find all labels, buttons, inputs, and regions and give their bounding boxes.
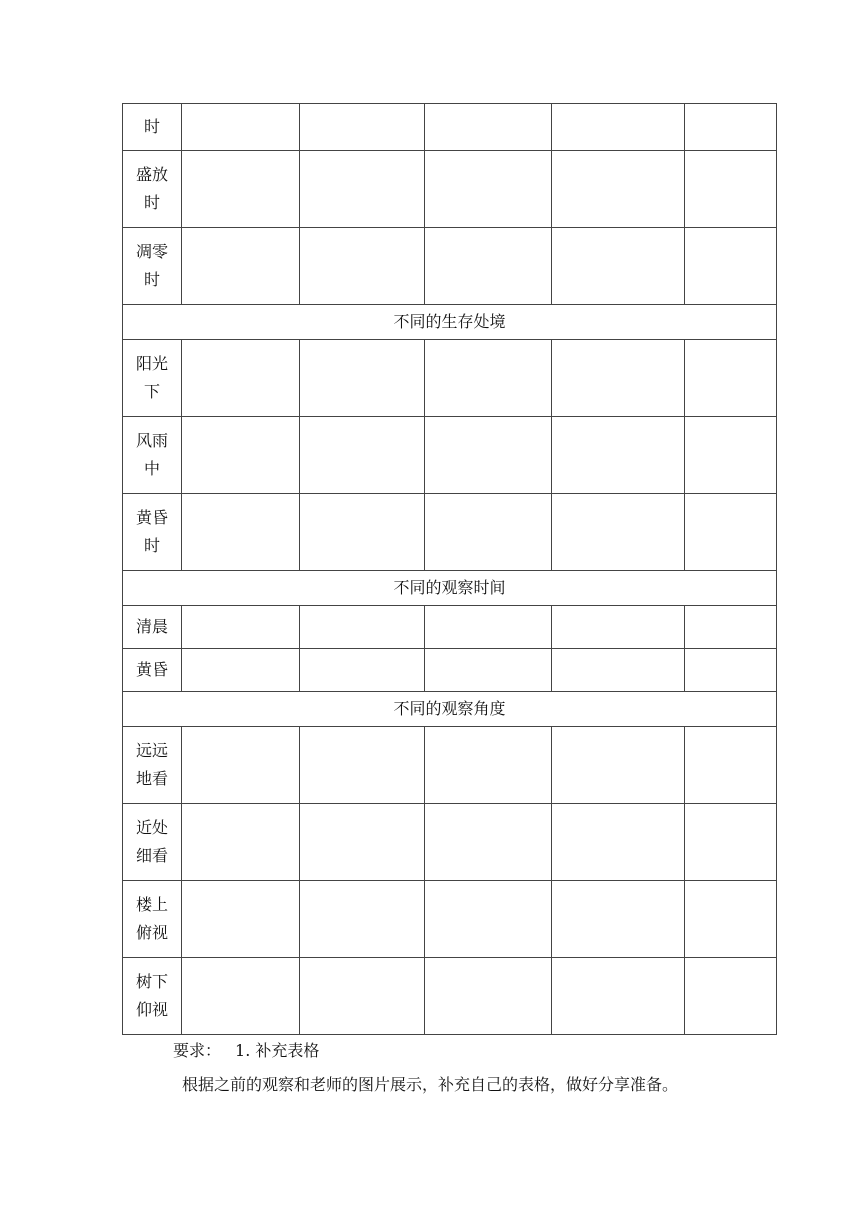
row-label: 黄昏 [123, 649, 182, 692]
empty-cell[interactable] [300, 104, 425, 151]
section-header-row [123, 571, 777, 606]
row-label: 近处细看 [123, 804, 182, 881]
empty-cell[interactable] [425, 340, 552, 417]
empty-cell[interactable] [552, 649, 685, 692]
empty-cell[interactable] [685, 494, 777, 571]
empty-cell[interactable] [685, 151, 777, 228]
empty-cell[interactable] [425, 104, 552, 151]
section-header-row [123, 692, 777, 727]
empty-cell[interactable] [182, 727, 300, 804]
row-label: 黄昏时 [123, 494, 182, 571]
table-row [123, 494, 777, 571]
empty-cell[interactable] [685, 958, 777, 1035]
empty-cell[interactable] [182, 958, 300, 1035]
requirement-line [173, 1040, 319, 1062]
empty-cell[interactable] [300, 151, 425, 228]
section-header: 不同的观察角度 [123, 692, 777, 727]
empty-cell[interactable] [182, 649, 300, 692]
row-label: 楼上俯视 [123, 881, 182, 958]
table-row [123, 417, 777, 494]
empty-cell[interactable] [300, 228, 425, 305]
row-label: 时 [123, 104, 182, 151]
empty-cell[interactable] [182, 151, 300, 228]
empty-cell[interactable] [300, 881, 425, 958]
table-row [123, 649, 777, 692]
empty-cell[interactable] [182, 340, 300, 417]
row-label: 凋零时 [123, 228, 182, 305]
table-row [123, 606, 777, 649]
empty-cell[interactable] [300, 727, 425, 804]
empty-cell[interactable] [685, 804, 777, 881]
empty-cell[interactable] [552, 881, 685, 958]
empty-cell[interactable] [425, 606, 552, 649]
empty-cell[interactable] [300, 804, 425, 881]
empty-cell[interactable] [685, 649, 777, 692]
empty-cell[interactable] [300, 417, 425, 494]
empty-cell[interactable] [182, 494, 300, 571]
table-row [123, 151, 777, 228]
empty-cell[interactable] [685, 606, 777, 649]
table-row [123, 958, 777, 1035]
empty-cell[interactable] [552, 804, 685, 881]
empty-cell[interactable] [685, 228, 777, 305]
empty-cell[interactable] [425, 494, 552, 571]
empty-cell[interactable] [300, 649, 425, 692]
requirement-item: 1. 补充表格 [235, 1041, 320, 1060]
empty-cell[interactable] [685, 881, 777, 958]
requirement-label: 要求： [173, 1041, 222, 1060]
observation-table-body [123, 104, 777, 1035]
row-label: 风雨中 [123, 417, 182, 494]
empty-cell[interactable] [300, 340, 425, 417]
section-header: 不同的观察时间 [123, 571, 777, 606]
row-label: 清晨 [123, 606, 182, 649]
section-header: 不同的生存处境 [123, 305, 777, 340]
table-row [123, 228, 777, 305]
empty-cell[interactable] [182, 606, 300, 649]
table-row [123, 340, 777, 417]
row-label: 盛放时 [123, 151, 182, 228]
empty-cell[interactable] [425, 151, 552, 228]
empty-cell[interactable] [552, 494, 685, 571]
empty-cell[interactable] [182, 228, 300, 305]
empty-cell[interactable] [552, 417, 685, 494]
empty-cell[interactable] [552, 340, 685, 417]
table-row [123, 881, 777, 958]
row-label: 远远地看 [123, 727, 182, 804]
empty-cell[interactable] [425, 649, 552, 692]
empty-cell[interactable] [552, 104, 685, 151]
empty-cell[interactable] [552, 151, 685, 228]
empty-cell[interactable] [300, 494, 425, 571]
observation-table [122, 103, 777, 1035]
empty-cell[interactable] [425, 417, 552, 494]
empty-cell[interactable] [425, 228, 552, 305]
empty-cell[interactable] [685, 727, 777, 804]
table-row [123, 727, 777, 804]
table-row [123, 104, 777, 151]
empty-cell[interactable] [182, 881, 300, 958]
empty-cell[interactable] [552, 958, 685, 1035]
empty-cell[interactable] [685, 104, 777, 151]
empty-cell[interactable] [182, 104, 300, 151]
section-header-row [123, 305, 777, 340]
empty-cell[interactable] [685, 417, 777, 494]
empty-cell[interactable] [300, 606, 425, 649]
empty-cell[interactable] [425, 881, 552, 958]
empty-cell[interactable] [425, 804, 552, 881]
empty-cell[interactable] [552, 228, 685, 305]
table-row [123, 804, 777, 881]
row-label: 树下仰视 [123, 958, 182, 1035]
empty-cell[interactable] [552, 606, 685, 649]
row-label: 阳光下 [123, 340, 182, 417]
instruction-text: 根据之前的观察和老师的图片展示，补充自己的表格，做好分享准备。 [182, 1075, 679, 1094]
empty-cell[interactable] [182, 417, 300, 494]
empty-cell[interactable] [685, 340, 777, 417]
empty-cell[interactable] [425, 727, 552, 804]
empty-cell[interactable] [300, 958, 425, 1035]
empty-cell[interactable] [182, 804, 300, 881]
empty-cell[interactable] [552, 727, 685, 804]
empty-cell[interactable] [425, 958, 552, 1035]
